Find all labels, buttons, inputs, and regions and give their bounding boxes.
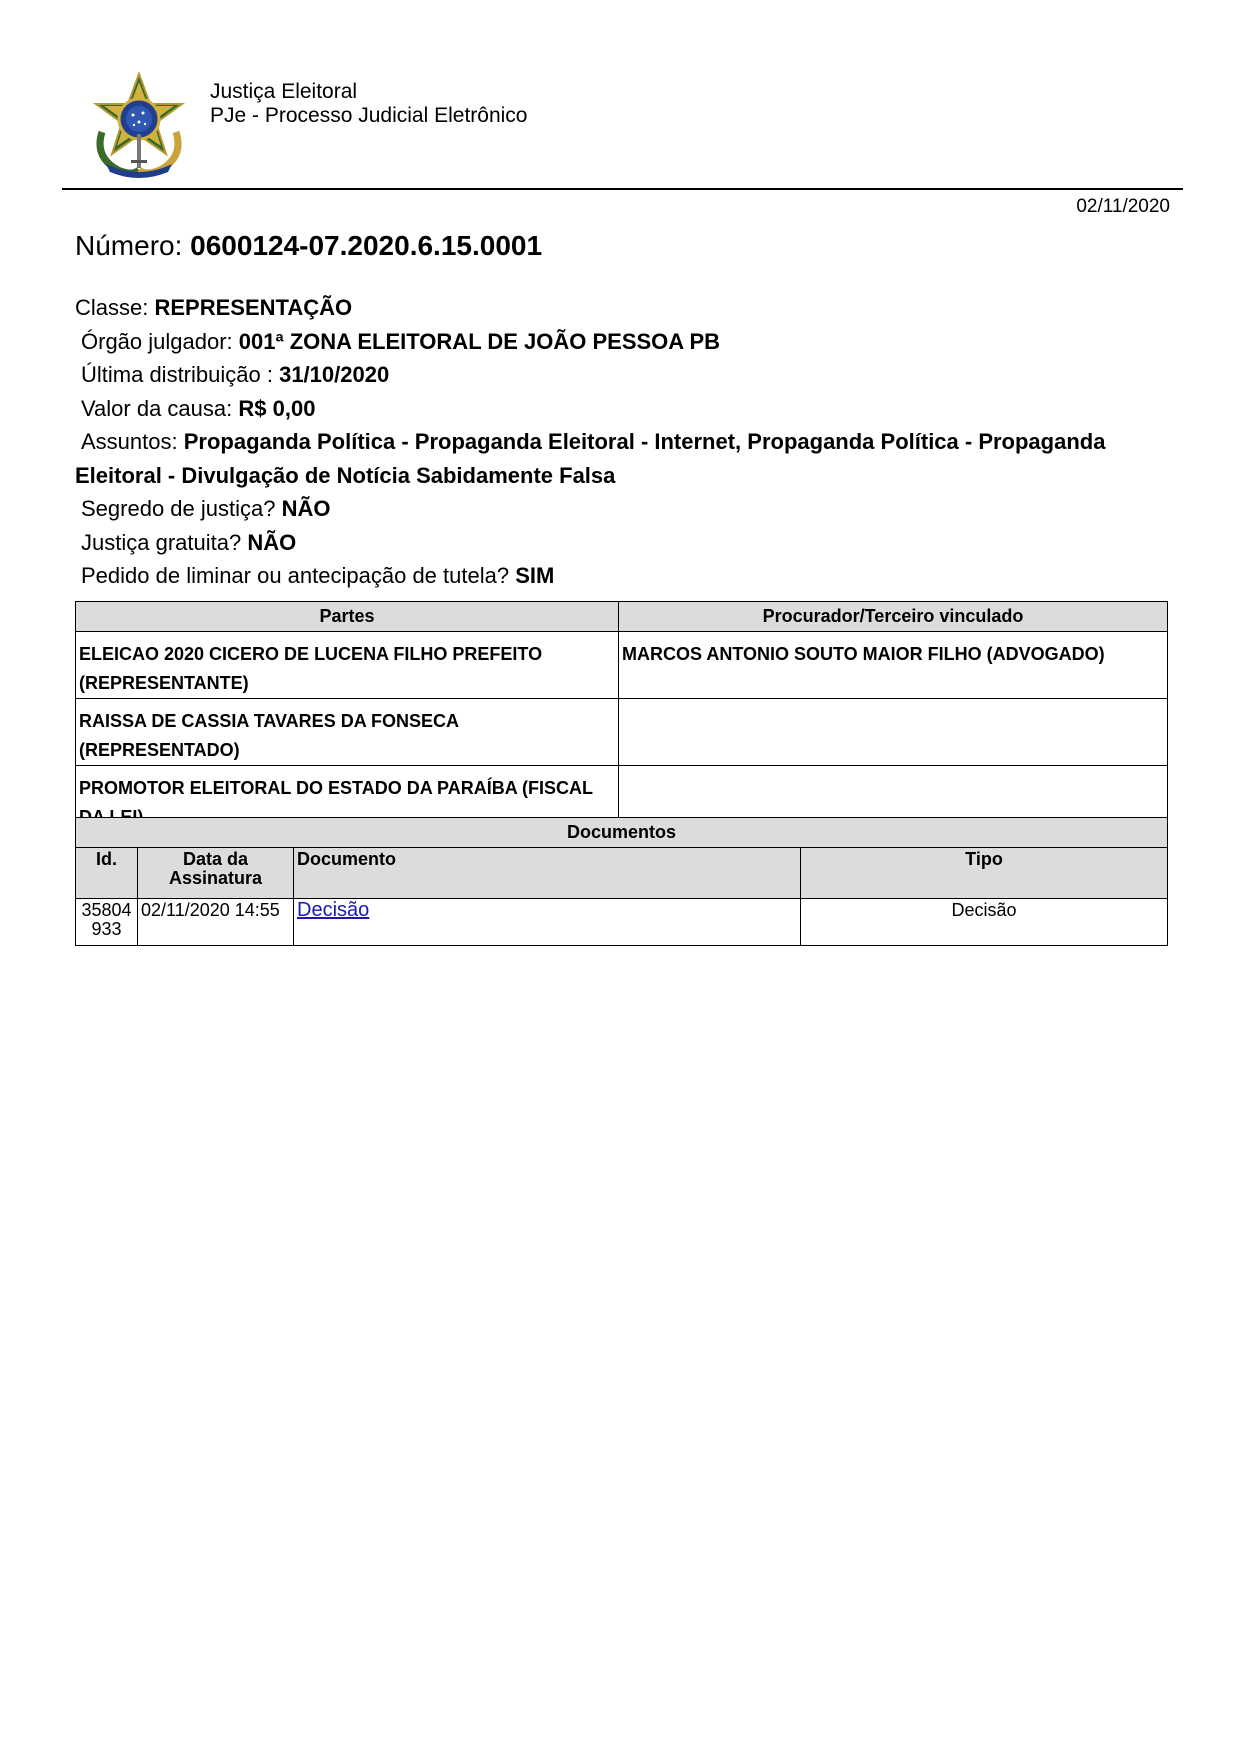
field-value: NÃO [247, 529, 297, 555]
documentos-table [75, 817, 1168, 946]
partes-table [75, 601, 1168, 833]
brazil-coat-of-arms-icon [88, 72, 190, 182]
header-text [210, 80, 527, 128]
process-number [75, 230, 542, 262]
column-header-id: Id. [76, 848, 138, 899]
parte-cell: PROMOTOR ELEITORAL DO ESTADO DA PARAÍBA (FISCAL [76, 766, 619, 833]
field-label: Classe: [75, 295, 149, 320]
doc-name-cell [294, 899, 801, 946]
column-header-documento: Documento [294, 848, 801, 899]
table-row [76, 899, 1168, 946]
column-header-data-assinatura: Data da Assinatura [138, 848, 294, 899]
field-valor-causa [75, 392, 1165, 426]
process-number-value: 0600124-07.2020.6.15.0001 [190, 230, 543, 261]
field-orgao-julgador [75, 325, 1165, 359]
print-date: 02/11/2020 [1076, 196, 1170, 217]
field-value: R$ 0,00 [238, 395, 316, 421]
document-link[interactable]: Decisão [297, 899, 370, 921]
table-row [76, 699, 1168, 766]
header-subtitle: PJe - Processo Judicial Eletrônico [210, 104, 528, 127]
field-value: 001ª ZONA ELEITORAL DE JOÃO PESSOA PB [238, 328, 721, 354]
column-header-tipo: Tipo [801, 848, 1168, 899]
field-classe [75, 291, 1165, 325]
process-number-label: Número: [75, 230, 183, 261]
field-label: Assuntos: [81, 429, 178, 454]
field-value: NÃO [281, 496, 331, 521]
column-header-procurador: Procurador/Terceiro vinculado [619, 602, 1168, 632]
document-header [88, 72, 1178, 182]
field-label: Pedido de liminar ou antecipação de tutela? [81, 563, 510, 588]
field-value: SIM [515, 563, 555, 588]
process-fields [75, 291, 1165, 593]
documentos-caption: Documentos [76, 818, 1168, 848]
field-label: Órgão julgador: [81, 328, 233, 354]
field-pedido-liminar [75, 559, 1165, 593]
table-caption-row [76, 818, 1168, 848]
parte-cell: ELEICAO 2020 CICERO DE LUCENA FILHO PREFEITO (REPRESENTANTE) [76, 632, 619, 699]
field-value: Propaganda Política - Propaganda Eleitoral - Internet, Propaganda Política - Propaganda Eleitoral - Divulgação de Notícia Sabidamente Falsa [75, 429, 1106, 488]
field-label: Última distribuição : [81, 362, 273, 387]
procurador-cell [619, 699, 1168, 766]
header-title: Justiça Eleitoral [210, 80, 358, 103]
column-header-partes: Partes [76, 602, 619, 632]
field-label: Segredo de justiça? [81, 496, 276, 521]
table-header-row [76, 602, 1168, 632]
table-row [76, 632, 1168, 699]
field-assuntos [75, 425, 1165, 492]
doc-id-cell: 35804933 [76, 899, 138, 946]
field-label: Valor da causa: [81, 395, 233, 421]
table-header-row [76, 848, 1168, 899]
procurador-cell: MARCOS ANTONIO SOUTO MAIOR FILHO (ADVOGADO) [619, 632, 1168, 699]
field-label: Justiça gratuita? [81, 529, 242, 555]
field-ultima-distribuicao [75, 358, 1165, 392]
field-value: REPRESENTAÇÃO [154, 295, 353, 320]
doc-type-cell: Decisão [801, 899, 1168, 946]
doc-date-cell: 02/11/2020 14:55 [138, 899, 294, 946]
header-divider [62, 188, 1183, 190]
field-segredo-justica [75, 492, 1165, 526]
field-justica-gratuita [75, 526, 1165, 560]
parte-cell: RAISSA DE CASSIA TAVARES DA FONSECA (REPRESENTADO) [76, 699, 619, 766]
field-value: 31/10/2020 [279, 362, 390, 387]
